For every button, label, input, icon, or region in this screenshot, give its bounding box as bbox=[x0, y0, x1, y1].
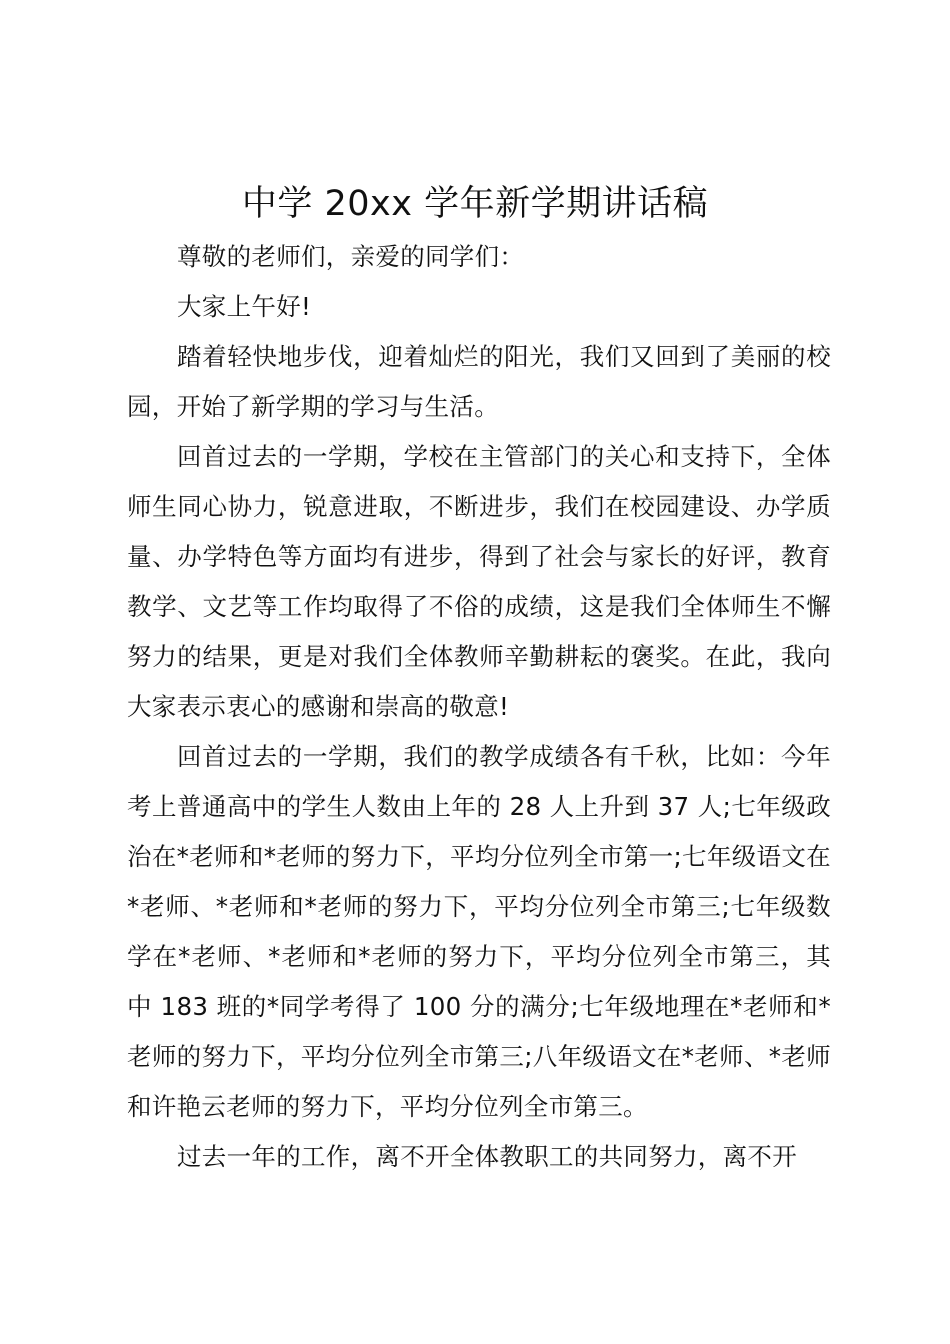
closing-paragraph: 过去一年的工作，离不开全体教职工的共同努力，离不开 bbox=[177, 1142, 797, 1171]
greeting-paragraph: 大家上午好! bbox=[177, 292, 312, 321]
document-title: 中学 20xx 学年新学期讲话稿 bbox=[241, 184, 709, 224]
salutation-paragraph: 尊敬的老师们，亲爱的同学们： bbox=[177, 242, 525, 271]
opening-paragraph: 踏着轻快地步伐，迎着灿烂的阳光，我们又回到了美丽的校园，开始了新学期的学习与生活。 bbox=[127, 342, 831, 421]
review-paragraph: 回首过去的一学期，学校在主管部门的关心和支持下，全体师生同心协力，锐意进取，不断进步，我们在校园建设、办学质量、办学特色等方面均有进步，得到了社会与家长的好评，教育教学、文艺等工作均取得了不俗的成绩，这是我们全体师生不懈努力的结果，更是对我们全体教师辛勤耕耘的褒奖。在此，我向大家表示衷心的感谢和崇高的敬意! bbox=[127, 442, 831, 721]
results-paragraph: 回首过去的一学期，我们的教学成绩各有千秋，比如：今年考上普通高中的学生人数由上年的 28 人上升到 37 人;七年级政治在*老师和*老师的努力下，平均分位列全市第一;七年级语文在*老师、*老师和*老师的努力下，平均分位列全市第三;七年级数学在*老师、*老师和*老师的努力下，平均分位列全市第三，其中 183 班的*同学考得了 100 分的满分;七年级地理在*老师和*老师的努力下，平均分位列全市第三;八年级语文在*老师、*老师和许艳云老师的努力下，平均分位列全市第三。 bbox=[127, 742, 831, 1121]
document-body bbox=[127, 232, 831, 1182]
